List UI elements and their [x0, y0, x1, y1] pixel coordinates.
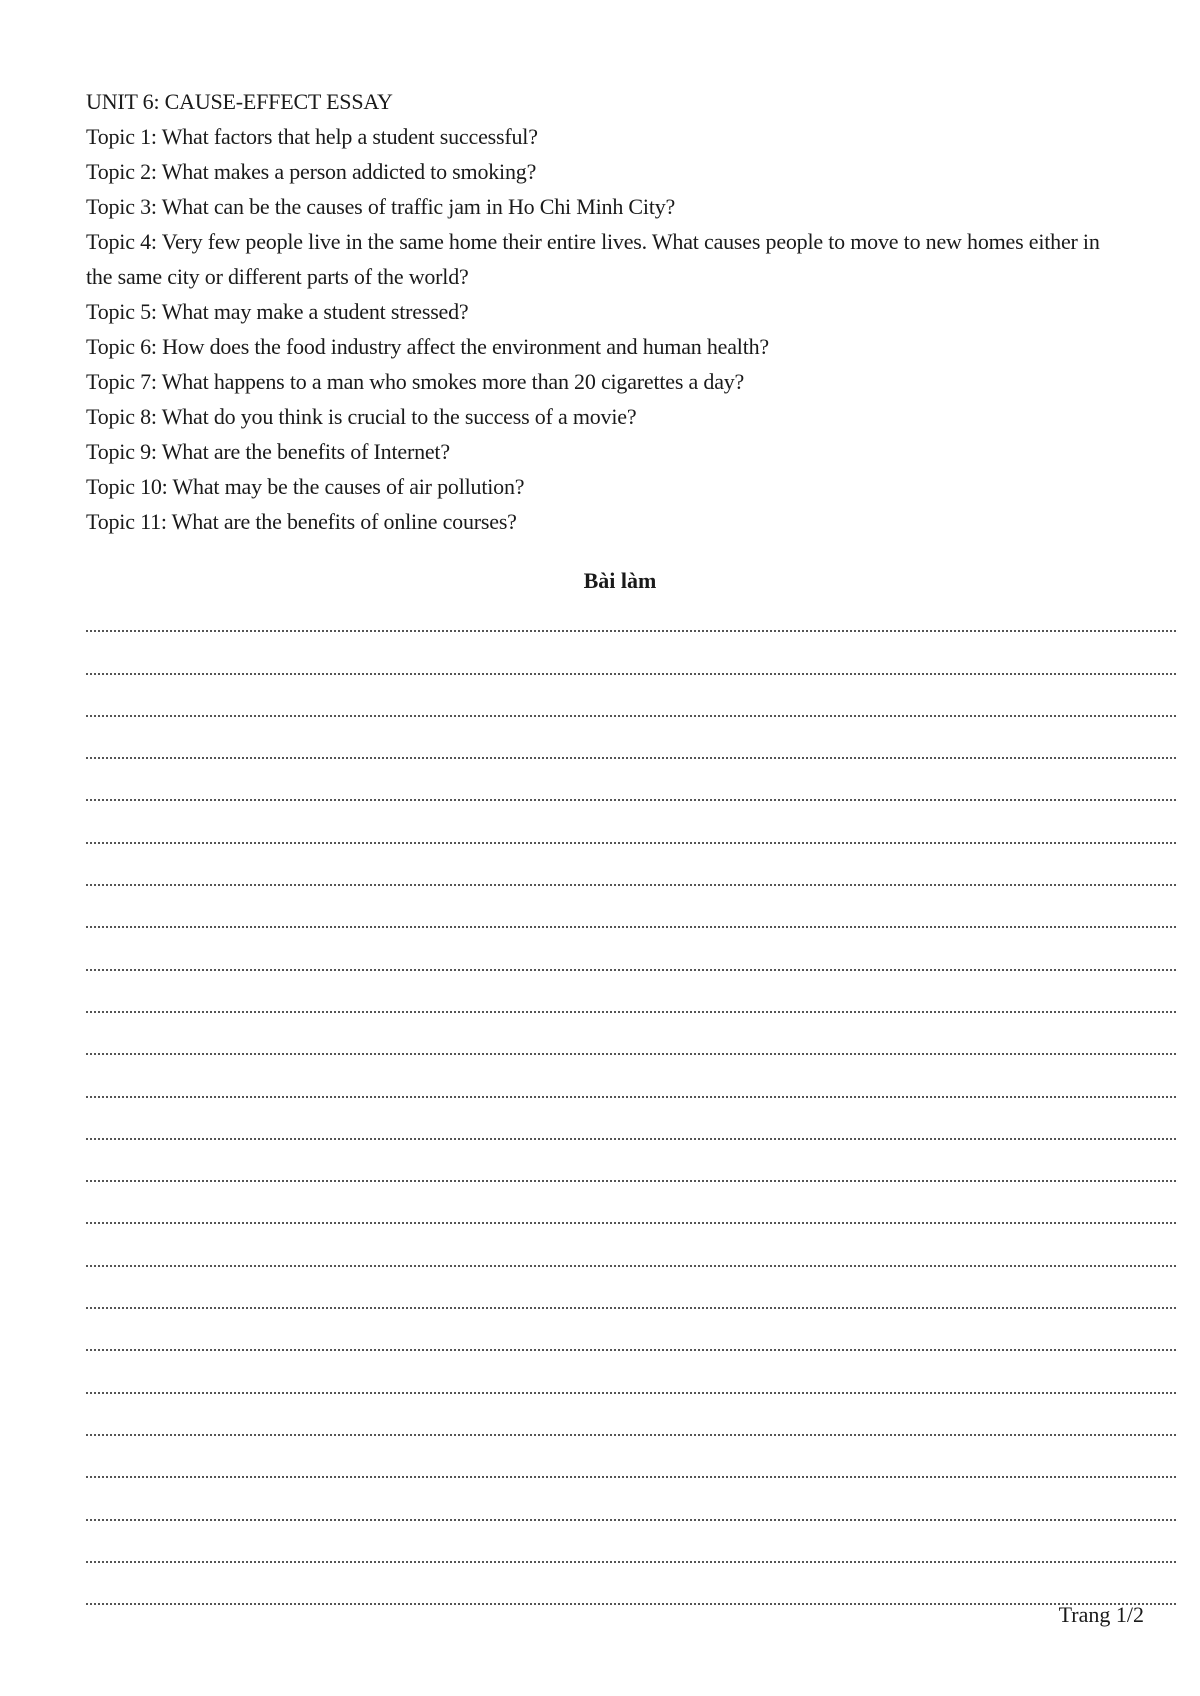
topic-item: Topic 6: How does the food industry affect the environment and human health?	[86, 334, 769, 359]
writing-line	[86, 1529, 1176, 1571]
writing-line	[86, 640, 1176, 682]
writing-line	[86, 1106, 1176, 1148]
writing-line	[86, 598, 1176, 640]
writing-line	[86, 1190, 1176, 1232]
writing-line	[86, 1148, 1176, 1190]
unit-title: UNIT 6: CAUSE-EFFECT ESSAY	[86, 89, 393, 114]
writing-line	[86, 1444, 1176, 1486]
topic-list	[86, 84, 1126, 539]
topic-item: Topic 10: What may be the causes of air pollution?	[86, 474, 525, 499]
page-number: Trang 1/2	[1058, 1602, 1144, 1627]
topic-item: Topic 1: What factors that help a student successful?	[86, 124, 538, 149]
topic-item: Topic 5: What may make a student stressed?	[86, 299, 469, 324]
writing-line	[86, 683, 1176, 725]
topic-item: Topic 2: What makes a person addicted to smoking?	[86, 159, 537, 184]
writing-line	[86, 936, 1176, 978]
topic-item: Topic 11: What are the benefits of online courses?	[86, 509, 517, 534]
writing-line	[86, 1317, 1176, 1359]
writing-line	[86, 979, 1176, 1021]
writing-line	[86, 809, 1176, 851]
writing-line	[86, 1063, 1176, 1105]
answer-lines	[86, 598, 1176, 1613]
topic-item: Topic 8: What do you think is crucial to the success of a movie?	[86, 404, 637, 429]
topic-item: Topic 9: What are the benefits of Internet?	[86, 439, 450, 464]
writing-line	[86, 852, 1176, 894]
writing-line	[86, 1571, 1176, 1613]
topic-item: Topic 3: What can be the causes of traffic jam in Ho Chi Minh City?	[86, 194, 676, 219]
writing-line	[86, 1486, 1176, 1528]
writing-line	[86, 1021, 1176, 1063]
topic-item: Topic 7: What happens to a man who smokes more than 20 cigarettes a day?	[86, 369, 745, 394]
writing-line	[86, 1359, 1176, 1401]
answer-section-title: Bài làm	[583, 568, 657, 593]
writing-line	[86, 767, 1176, 809]
writing-line	[86, 1232, 1176, 1274]
writing-line	[86, 1275, 1176, 1317]
writing-line	[86, 725, 1176, 767]
writing-line	[86, 1402, 1176, 1444]
writing-line	[86, 894, 1176, 936]
topic-item: Topic 4: Very few people live in the same home their entire lives. What causes people to move to new homes either in the same city or different parts of the world?	[86, 229, 1100, 289]
